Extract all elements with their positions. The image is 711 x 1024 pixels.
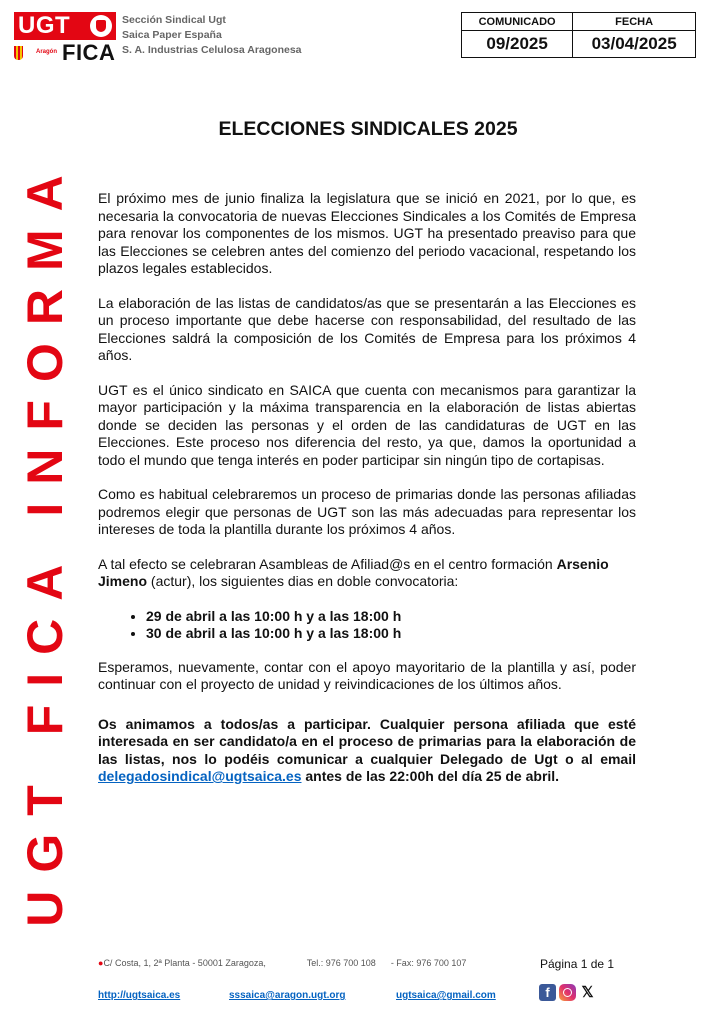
- phone-text: Tel.: 976 700 108: [306, 958, 376, 968]
- org-line: Sección Sindical Ugt: [122, 14, 226, 26]
- comunicado-value: 09/2025: [462, 31, 573, 58]
- sssaica-email-link[interactable]: sssaica@aragon.ugt.org: [229, 990, 346, 1001]
- comunicado-label: COMUNICADO: [462, 13, 573, 31]
- instagram-icon[interactable]: [559, 984, 576, 1001]
- website-link[interactable]: http://ugtsaica.es: [98, 990, 181, 1001]
- paragraph: Como es habitual celebraremos un proceso de primarias donde las personas afiliadas podremos elegir que personas de UGT son las más adecuadas para representar los intereses de toda la plantilla durante los próximos 4 años.: [98, 486, 636, 537]
- page-number: Página 1 de 1: [540, 957, 615, 971]
- communique-meta-table: [461, 12, 696, 58]
- closing-text-before: Os animamos a todos/as a participar. Cualquier persona afiliada que esté interesada en ser candidato/a en el proceso de primarias para la elaboración de las listas, nos lo podéis comunicar a cualquier Delegado de Ugt o al email: [98, 715, 636, 767]
- gmail-email-link[interactable]: ugtsaica@gmail.com: [396, 990, 496, 1001]
- side-banner: [16, 102, 74, 982]
- bullet-dot-icon: ●: [98, 958, 104, 968]
- document-body: [98, 190, 636, 803]
- paragraph: El próximo mes de junio finaliza la legislatura que se inició en 2021, por lo que, es necesaria la convocatoria de nuevas Elecciones Sindicales a los Comités de Empresa para renovar los componentes de los mismos. UGT ha presentado preaviso para que las Elecciones se celebren antes del comienzo del periodo vacacional, respetando los plazos legales establecidos.: [98, 190, 636, 276]
- assembly-text-before: A tal efecto se celebraran Asambleas de Afiliad@s en el centro formación: [98, 555, 557, 572]
- support-paragraph: Esperamos, nuevamente, contar con el apoyo mayoritario de la plantilla y así, poder continuar con el proyecto de unidad y reivindicaciones de los últimos años.: [98, 658, 636, 692]
- page-title: ELECCIONES SINDICALES 2025: [218, 118, 518, 140]
- date-item: • 29 de abril a las 10:00 h y a las 18:00 h: [146, 608, 636, 626]
- paragraph: UGT es el único sindicato en SAICA que cuenta con mecanismos para garantizar la mayor participación y la máxima transparencia en la elaboración de listas abiertas donde se deciden las personas y el orden de las candidaturas de UGT en las Elecciones. Este proceso nos diferencia del resto, ya que, damos la oportunidad a todo el mundo que tenga interés en poder participar sin ningún tipo de cortapisas.: [98, 381, 636, 468]
- address-text: C/ Costa, 1, 2ª Planta - 50001 Zaragoza,: [103, 958, 266, 968]
- logo-ugt-text: UGT: [18, 12, 71, 39]
- date-item: • 30 de abril a las 10:00 h y a las 18:00 h: [146, 625, 636, 643]
- x-icon[interactable]: 𝕏: [579, 984, 596, 1001]
- side-banner-text: UGT FICA INFORMA: [17, 157, 73, 927]
- assembly-place: Arsenio Jimeno: [98, 555, 609, 589]
- social-icons: [539, 984, 596, 1002]
- org-line: Saica Paper España: [122, 29, 222, 41]
- aragon-shield-icon: [14, 46, 23, 60]
- fecha-value: 03/04/2025: [573, 31, 696, 58]
- facebook-icon[interactable]: f: [539, 984, 556, 1001]
- email-link[interactable]: delegadosindical@ugtsaica.es: [98, 768, 302, 784]
- fist-icon: [90, 15, 112, 37]
- fax-text: - Fax: 976 700 107: [390, 958, 467, 968]
- footer-address: [98, 958, 466, 968]
- assembly-paragraph: [98, 556, 636, 591]
- closing-paragraph: [98, 716, 636, 786]
- ugt-fica-logo: [14, 12, 116, 66]
- logo-region-text: Aragón: [36, 49, 57, 55]
- logo-ugt-bar: [14, 12, 116, 40]
- fecha-label: FECHA: [573, 13, 696, 31]
- org-line: S. A. Industrias Celulosa Aragonesa: [122, 44, 302, 56]
- organization-lines: [122, 13, 302, 58]
- logo-fica-text: FICA: [62, 40, 116, 65]
- assembly-text-after: (actur), los siguientes dias en doble convocatoria:: [147, 573, 459, 589]
- paragraph: La elaboración de las listas de candidatos/as que se presentarán a las Elecciones es un proceso importante que debe hacerse con responsabilidad, del resultado de las Elecciones saldrá la composición de los Comités de Empresa para los próximos 4 años.: [98, 294, 636, 363]
- closing-text-after: antes de las 22:00h del día 25 de abril.: [301, 768, 560, 784]
- dates-list: [98, 608, 636, 643]
